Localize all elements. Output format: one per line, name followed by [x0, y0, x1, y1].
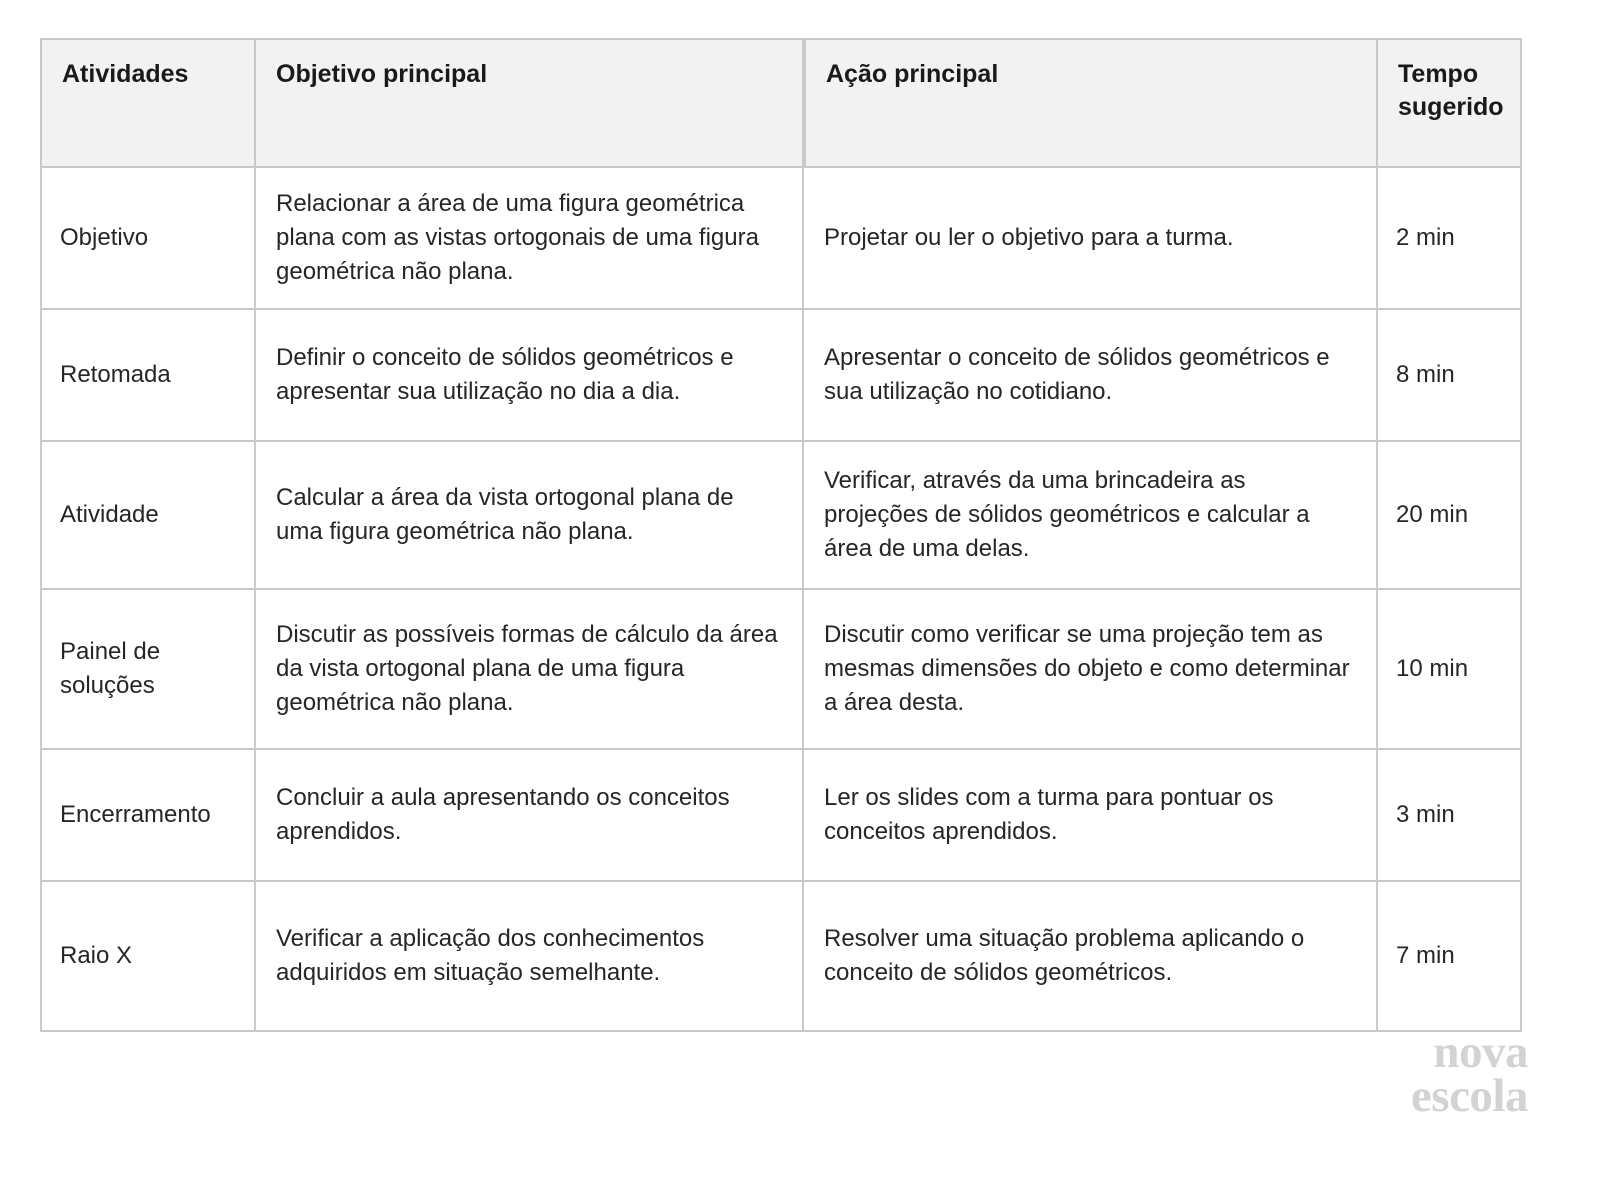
table-row	[40, 750, 1522, 882]
cell-acao: Apresentar o conceito de sólidos geométricos e sua utilização no cotidiano.	[804, 310, 1378, 442]
table-row	[40, 168, 1522, 310]
nova-escola-logo	[1410, 1026, 1528, 1123]
cell-atividade: Objetivo	[40, 168, 256, 310]
cell-tempo: 20 min	[1378, 442, 1522, 590]
table-row	[40, 310, 1522, 442]
column-header-acao-principal: Ação principal	[804, 38, 1378, 168]
cell-acao: Verificar, através da uma brincadeira as projeções de sólidos geométricos e calcular a área de uma delas.	[804, 442, 1378, 590]
cell-objetivo: Relacionar a área de uma figura geométrica plana com as vistas ortogonais de uma figura geométrica não plana.	[256, 168, 804, 310]
table-header	[40, 38, 1522, 168]
table-header-row	[40, 38, 1522, 168]
table-row	[40, 882, 1522, 1032]
cell-atividade: Encerramento	[40, 750, 256, 882]
cell-objetivo: Definir o conceito de sólidos geométricos e apresentar sua utilização no dia a dia.	[256, 310, 804, 442]
column-header-objetivo-principal: Objetivo principal	[256, 38, 804, 168]
cell-objetivo: Verificar a aplicação dos conhecimentos adquiridos em situação semelhante.	[256, 882, 804, 1032]
cell-objetivo: Concluir a aula apresentando os conceitos aprendidos.	[256, 750, 804, 882]
table-body	[40, 168, 1522, 1032]
logo-line-nova: nova	[1433, 1026, 1528, 1078]
cell-atividade: Retomada	[40, 310, 256, 442]
cell-objetivo: Discutir as possíveis formas de cálculo da área da vista ortogonal plana de uma figura geométrica não plana.	[256, 590, 804, 750]
column-header-tempo-sugerido: Tempo sugerido	[1378, 38, 1522, 168]
cell-tempo: 7 min	[1378, 882, 1522, 1032]
lesson-plan-table-wrapper	[40, 38, 1522, 1032]
logo-line-escola: escola	[1410, 1070, 1528, 1123]
cell-tempo: 3 min	[1378, 750, 1522, 882]
cell-tempo: 8 min	[1378, 310, 1522, 442]
cell-atividade: Raio X	[40, 882, 256, 1032]
cell-acao: Ler os slides com a turma para pontuar os conceitos aprendidos.	[804, 750, 1378, 882]
cell-atividade: Painel de soluções	[40, 590, 256, 750]
cell-acao: Projetar ou ler o objetivo para a turma.	[804, 168, 1378, 310]
table-row	[40, 442, 1522, 590]
cell-atividade: Atividade	[40, 442, 256, 590]
column-header-atividades: Atividades	[40, 38, 256, 168]
cell-tempo: 2 min	[1378, 168, 1522, 310]
table-row	[40, 590, 1522, 750]
cell-acao: Discutir como verificar se uma projeção tem as mesmas dimensões do objeto e como determinar a área desta.	[804, 590, 1378, 750]
lesson-plan-table	[40, 38, 1522, 1032]
cell-tempo: 10 min	[1378, 590, 1522, 750]
cell-acao: Resolver uma situação problema aplicando o conceito de sólidos geométricos.	[804, 882, 1378, 1032]
cell-objetivo: Calcular a área da vista ortogonal plana de uma figura geométrica não plana.	[256, 442, 804, 590]
